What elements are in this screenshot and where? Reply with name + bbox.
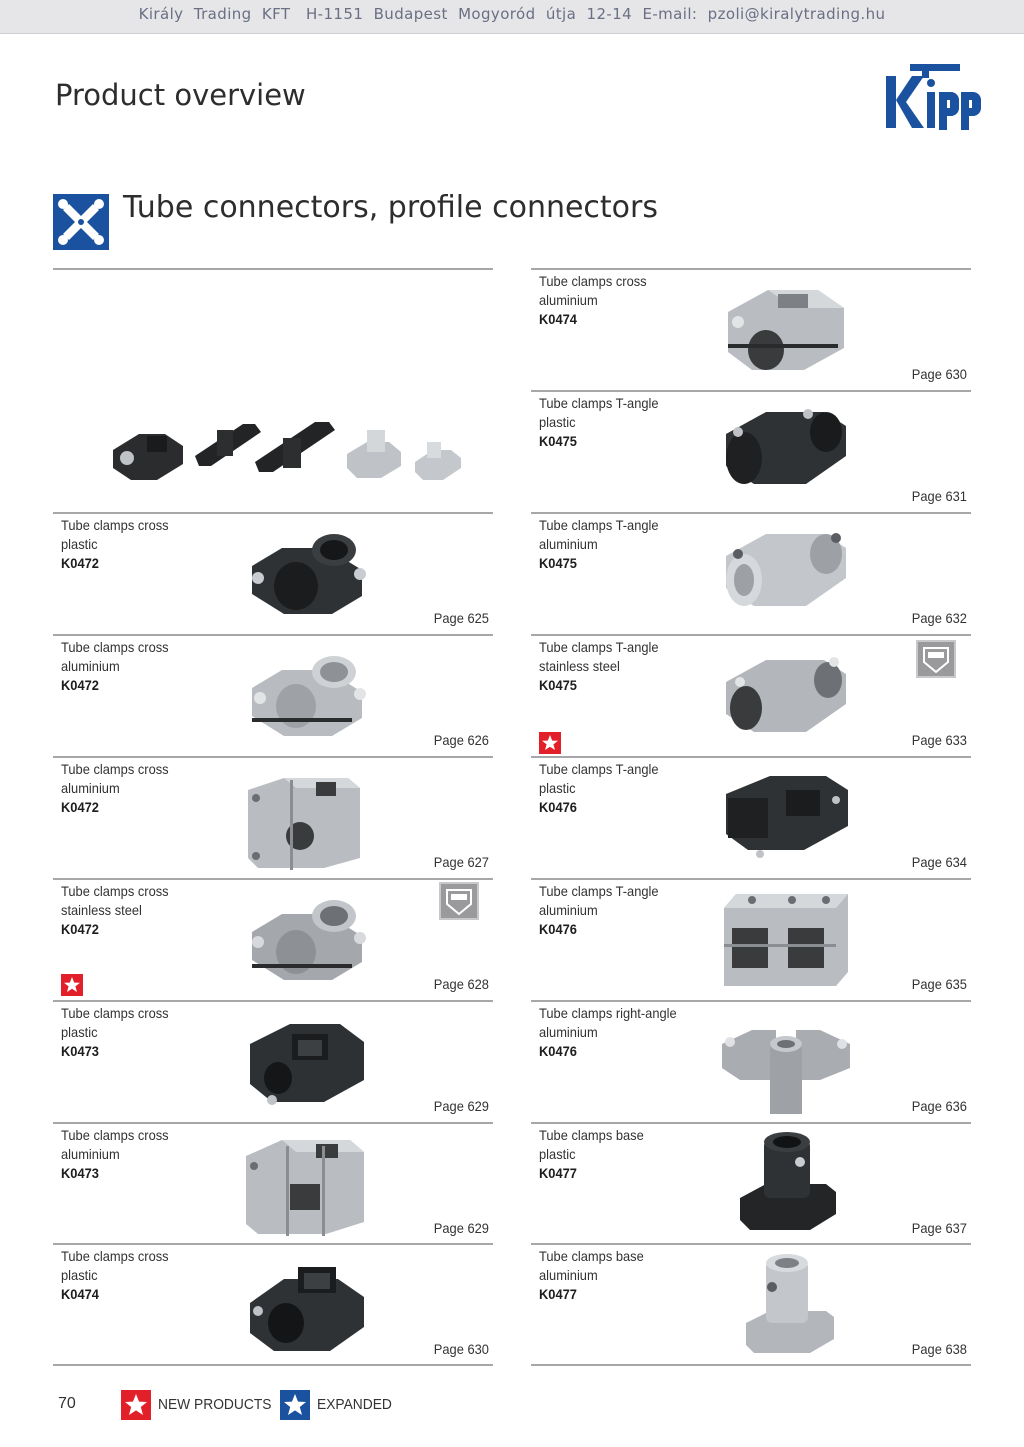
page-reference: Page 627 (433, 854, 489, 870)
page-reference: Page 626 (433, 732, 489, 748)
product-image-t-angle-clamp-stainless (716, 638, 856, 748)
product-code: K0472 (61, 799, 99, 815)
product-card-right-8[interactable] (531, 1122, 971, 1242)
page-reference: Page 629 (433, 1220, 489, 1236)
product-name: Tube clamps cross plastic K0473 (61, 1005, 169, 1059)
page-reference: Page 635 (911, 976, 967, 992)
product-image-cross-clamp-plastic-k0474 (238, 1247, 378, 1357)
product-code: K0477 (539, 1165, 577, 1181)
product-name: Tube clamps base plastic K0477 (539, 1127, 644, 1181)
card-rule (531, 1122, 971, 1124)
product-card-right-9[interactable] (531, 1243, 971, 1363)
product-code: K0473 (61, 1043, 99, 1059)
card-rule (531, 756, 971, 758)
card-rule (531, 512, 971, 514)
header-contact-text: Király Trading KFT H-1151 Budapest Mogyoród útja 12-14 E-mail: pzoli@kiralytrading.hu (138, 5, 886, 23)
product-card-left-1[interactable] (53, 512, 493, 632)
product-card-left-7[interactable] (53, 1243, 493, 1363)
card-rule (53, 1122, 493, 1124)
product-image-cross-clamp-plastic (238, 516, 378, 626)
header-bar (0, 0, 1024, 34)
page-reference: Page 628 (433, 976, 489, 992)
product-name: Tube clamps base aluminium K0477 (539, 1248, 644, 1302)
product-image-cross-clamp-stainless (238, 882, 378, 992)
kipp-logo (884, 62, 984, 138)
page-reference: Page 633 (911, 732, 967, 748)
product-code: K0477 (539, 1286, 577, 1302)
product-card-left-4[interactable] (53, 878, 493, 998)
card-rule (531, 390, 971, 392)
card-rule (53, 1243, 493, 1245)
product-name: Tube clamps cross aluminium K0472 (61, 761, 169, 815)
product-code: K0476 (539, 1043, 577, 1059)
page-reference: Page 637 (911, 1220, 967, 1236)
product-card-right-5[interactable] (531, 756, 971, 876)
product-image-t-angle-clamp-aluminium-k0476 (716, 882, 856, 992)
page-number: 70 (58, 1395, 76, 1412)
star-icon (61, 974, 83, 996)
rust-free-icon (439, 882, 479, 920)
product-name: Tube clamps cross aluminium K0474 (539, 273, 647, 327)
family-clamp-black (113, 434, 183, 480)
card-rule (53, 512, 493, 514)
product-name: Tube clamps T-angle aluminium K0476 (539, 883, 659, 937)
product-image-square-cross-clamp-aluminium (238, 760, 378, 870)
family-connector-black-2 (255, 422, 335, 472)
product-card-right-3[interactable] (531, 512, 971, 632)
page-reference: Page 632 (911, 610, 967, 626)
product-image-base-clamp-aluminium (716, 1247, 856, 1357)
page-reference: Page 631 (911, 488, 967, 504)
product-card-left-5[interactable] (53, 1000, 493, 1120)
product-name: Tube clamps cross plastic K0474 (61, 1248, 169, 1302)
product-card-left-2[interactable] (53, 634, 493, 754)
page-title: Product overview (55, 78, 306, 112)
product-code: K0472 (61, 555, 99, 571)
card-rule (531, 1243, 971, 1245)
product-card-right-6[interactable] (531, 878, 971, 998)
left-bottom-rule (53, 1364, 493, 1366)
tube-connector-icon (53, 194, 109, 250)
family-clamp-silver-2 (415, 442, 461, 480)
product-name: Tube clamps cross plastic K0472 (61, 517, 169, 571)
star-icon (539, 732, 561, 754)
product-code: K0476 (539, 921, 577, 937)
product-code: K0475 (539, 433, 577, 449)
card-rule (53, 634, 493, 636)
product-image-t-angle-clamp-plastic (716, 394, 856, 504)
product-code: K0474 (61, 1286, 99, 1302)
page-reference: Page 625 (433, 610, 489, 626)
product-image-right-angle-clamp-aluminium (716, 1004, 856, 1114)
right-bottom-rule (531, 1364, 971, 1366)
product-name: Tube clamps T-angle plastic K0476 (539, 761, 659, 815)
product-name: Tube clamps cross aluminium K0473 (61, 1127, 169, 1181)
star-icon (121, 1390, 151, 1420)
product-name: Tube clamps T-angle plastic K0475 (539, 395, 659, 449)
page-reference: Page 629 (433, 1098, 489, 1114)
product-code: K0474 (539, 311, 577, 327)
product-image-t-angle-clamp-plastic-k0476 (716, 760, 856, 870)
card-rule (53, 1000, 493, 1002)
product-card-right-1[interactable] (531, 268, 971, 388)
product-name: Tube clamps cross aluminium K0472 (61, 639, 169, 693)
product-name: Tube clamps right-angle aluminium K0476 (539, 1005, 677, 1059)
product-image-square-cross-clamp-plastic (238, 1004, 378, 1114)
product-family-image (105, 410, 465, 490)
product-code: K0472 (61, 921, 99, 937)
card-rule (531, 1000, 971, 1002)
page-reference: Page 634 (911, 854, 967, 870)
left-top-rule (53, 268, 493, 270)
family-connector-black-1 (195, 424, 261, 466)
product-name: Tube clamps cross stainless steel K0472 (61, 883, 169, 937)
product-card-right-2[interactable] (531, 390, 971, 510)
product-code: K0476 (539, 799, 577, 815)
product-card-right-4[interactable] (531, 634, 971, 754)
product-name: Tube clamps T-angle stainless steel K0475 (539, 639, 659, 693)
section-title: Tube connectors, profile connectors (123, 190, 659, 225)
product-code: K0473 (61, 1165, 99, 1181)
card-rule (531, 634, 971, 636)
product-image-cross-clamp-aluminium (238, 638, 378, 748)
rust-free-icon (916, 640, 956, 678)
new-products-label: NEW PRODUCTS (158, 1396, 272, 1413)
family-clamp-silver-1 (347, 430, 401, 478)
product-image-t-angle-clamp-aluminium (716, 516, 856, 626)
star-icon (280, 1390, 310, 1420)
page-reference: Page 630 (911, 366, 967, 382)
product-code: K0475 (539, 677, 577, 693)
product-image-cross-clamp-aluminium-k0474 (716, 272, 856, 382)
page-reference: Page 636 (911, 1098, 967, 1114)
product-card-right-7[interactable] (531, 1000, 971, 1120)
expanded-label: EXPANDED (317, 1396, 392, 1413)
product-image-base-clamp-plastic (716, 1126, 856, 1236)
product-code: K0472 (61, 677, 99, 693)
card-rule (531, 878, 971, 880)
product-code: K0475 (539, 555, 577, 571)
page-reference: Page 630 (433, 1341, 489, 1357)
product-name: Tube clamps T-angle aluminium K0475 (539, 517, 659, 571)
card-rule (53, 756, 493, 758)
card-rule (53, 878, 493, 880)
page-reference: Page 638 (911, 1341, 967, 1357)
product-card-left-3[interactable] (53, 756, 493, 876)
product-image-square-cross-clamp-aluminium-2 (238, 1126, 378, 1236)
product-card-left-6[interactable] (53, 1122, 493, 1242)
